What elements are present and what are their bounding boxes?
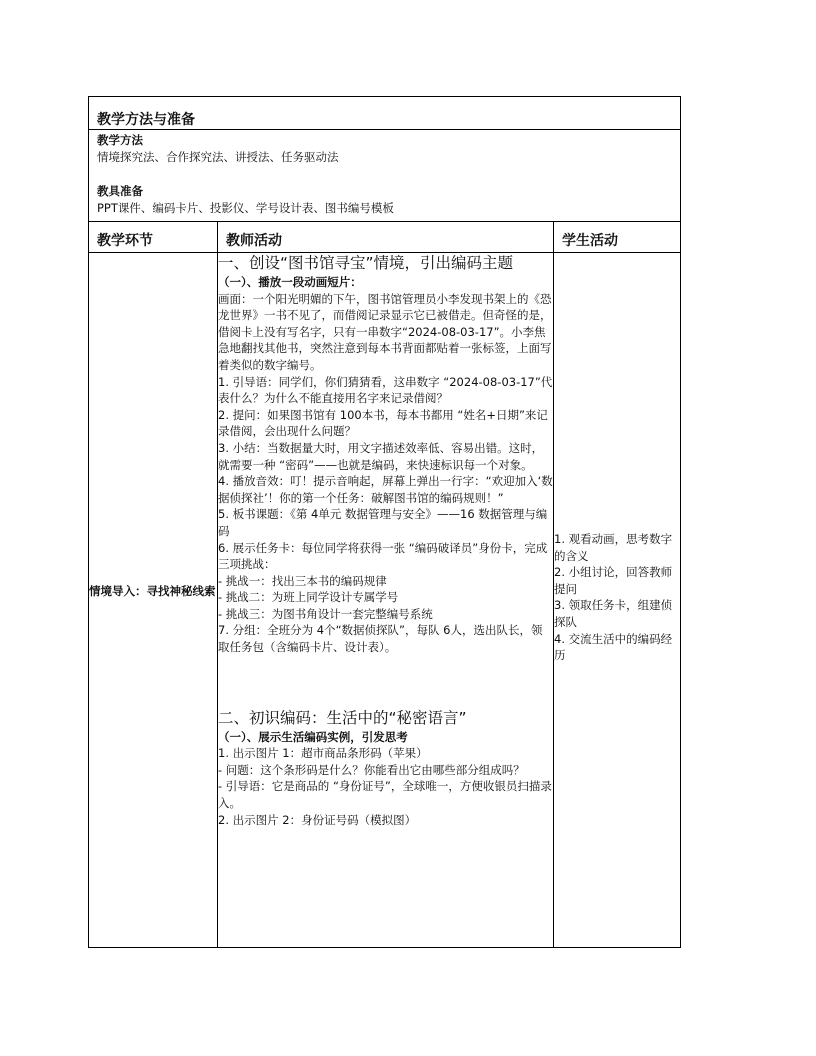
student-activity-cell bbox=[554, 253, 681, 948]
student-activity-item: 2. 小组讨论，回答教师提问 bbox=[554, 565, 673, 596]
header-stage: 教学环节 bbox=[97, 233, 153, 249]
paragraph: 2. 出示图片 2：身份证号码（模拟图） bbox=[218, 812, 417, 827]
paragraph: - 挑战三：为图书角设计一套完整编号系统 bbox=[218, 606, 433, 621]
header-student-cell bbox=[554, 222, 681, 253]
student-activity-item: 1. 观看动画，思考数字的含义 bbox=[554, 532, 673, 563]
header-student: 学生活动 bbox=[562, 233, 618, 249]
tools-text: PPT课件、编码卡片、投影仪、学号设计表、图书编号模板 bbox=[97, 201, 394, 215]
student-activity-item: 3. 领取任务卡，组建侦探队 bbox=[554, 598, 673, 629]
tools-label: 教具准备 bbox=[97, 184, 143, 198]
paragraph: - 挑战二：为班上同学设计专属学号 bbox=[218, 590, 399, 605]
header-teacher-cell bbox=[218, 222, 554, 253]
stage-cell bbox=[89, 253, 218, 948]
stage-name: 情境导入：寻找神秘线索 bbox=[89, 584, 216, 598]
paragraph: 2. 提问：如果图书馆有 100本书，每本书都用 “姓名+日期”来记录借阅，会出现什么问题？ bbox=[218, 407, 548, 439]
paragraph: 5. 板书课题：《第 4单元 数据管理与安全》——16 数据管理与编码 bbox=[218, 507, 548, 538]
methods-label: 教学方法 bbox=[97, 133, 143, 147]
paragraph: 画面：一个阳光明媚的下午，图书馆管理员小李发现书架上的《恐龙世界》一书不见了，而借阅记录显示它已被借走。但奇怪的是，借阅卡上没有写名字，只有一串数字“2024-08-03-17”。小李焦急地翻找其他书，突然注意到每本书背面都贴着一张标签，上面写着类似的数字编号。 bbox=[218, 291, 552, 372]
paragraph: 4. 播放音效：叮！提示音响起，屏幕上弹出一行字：“欢迎加入‘数据侦探社’！你的第一个任务：破解图书馆的编码规则！” bbox=[218, 474, 553, 505]
methods-content-cell bbox=[89, 130, 681, 222]
part2-title: 二、初识编码：生活中的“秘密语言” bbox=[218, 708, 467, 727]
paragraph: 3. 小结：当数据量大时，用文字描述效率低、容易出错。这时，就需要一种 “密码”——也就是编码，来快速标识每一个对象。 bbox=[218, 440, 544, 472]
header-stage-cell bbox=[89, 222, 218, 253]
paragraph: 1. 引导语：同学们，你们猜猜看，这串数字 “2024-08-03-17”代表什么？为什么不能直接用名字来记录借阅？ bbox=[218, 374, 553, 406]
methods-title-cell bbox=[89, 97, 681, 130]
lesson-plan-table bbox=[88, 96, 681, 948]
part1-subtitle: （一）、播放一段动画短片： bbox=[218, 275, 362, 289]
paragraph: 7. 分组：全班分为 4个“数据侦探队”，每队 6人，选出队长，领取任务包（含编码卡片、设计表）。 bbox=[218, 623, 543, 655]
lesson-plan-page bbox=[88, 96, 680, 948]
paragraph: - 引导语：它是商品的 “身份证号”，全球唯一，方便收银员扫描录入。 bbox=[218, 779, 552, 811]
paragraph: - 挑战一：找出三本书的编码规律 bbox=[218, 573, 387, 588]
part1-title: 一、创设“图书馆寻宝”情境，引出编码主题 bbox=[218, 254, 514, 272]
paragraph: - 问题：这个条形码是什么？你能看出它由哪些部分组成吗？ bbox=[218, 762, 525, 777]
teacher-activity-cell bbox=[218, 253, 554, 948]
paragraph: 6. 展示任务卡：每位同学将获得一张 “编码破译员”身份卡，完成三项挑战： bbox=[218, 540, 548, 572]
methods-text: 情境探究法、合作探究法、讲授法、任务驱动法 bbox=[97, 150, 339, 164]
part2-body bbox=[218, 745, 553, 828]
section-title: 教学方法与准备 bbox=[97, 112, 195, 128]
paragraph: 1. 出示图片 1：超市商品条形码（苹果） bbox=[218, 746, 428, 761]
part1-body bbox=[218, 291, 553, 656]
header-teacher: 教师活动 bbox=[226, 233, 282, 249]
student-activity-item: 4. 交流生活中的编码经历 bbox=[554, 631, 673, 663]
part2-subtitle: （一）、展示生活编码实例，引发思考 bbox=[218, 729, 408, 744]
